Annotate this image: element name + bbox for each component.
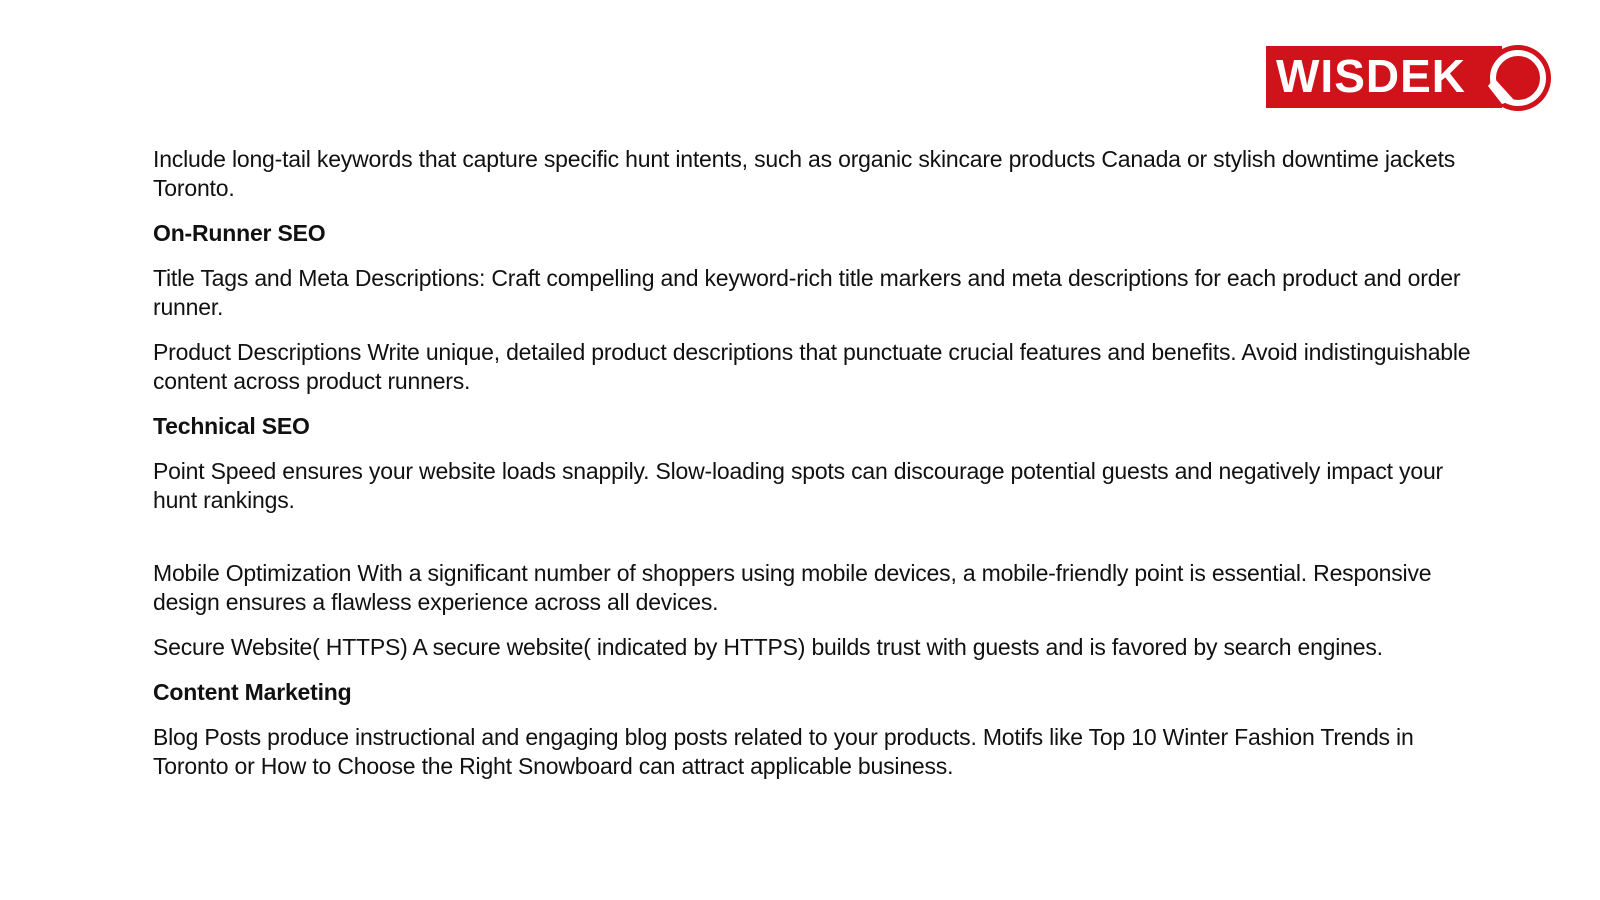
document-body bbox=[153, 145, 1493, 797]
paragraph-blog-posts: Blog Posts produce instructional and engaging blog posts related to your products. Motifs like Top 10 Winter Fashion Trends in Toronto or How to Choose the Right Snowboard can attract applicable business. bbox=[153, 724, 1414, 779]
wisdek-logo bbox=[1266, 42, 1558, 116]
paragraph-secure-website: Secure Website( HTTPS) A secure website( indicated by HTTPS) builds trust with guests and is favored by search engines. bbox=[153, 634, 1383, 660]
heading-technical-seo: Technical SEO bbox=[153, 413, 310, 439]
heading-content-marketing: Content Marketing bbox=[153, 679, 352, 705]
paragraph-point-speed: Point Speed ensures your website loads snappily. Slow-loading spots can discourage potential guests and negatively impact your hunt rankings. bbox=[153, 458, 1443, 513]
paragraph-mobile-optimization: Mobile Optimization With a significant number of shoppers using mobile devices, a mobile-friendly point is essential. Responsive design ensures a flawless experience across all devices. bbox=[153, 560, 1432, 615]
logo-text: WISDEK bbox=[1276, 50, 1466, 102]
paragraph-long-tail-keywords: Include long-tail keywords that capture specific hunt intents, such as organic skincare products Canada or stylish downtime jackets Toronto. bbox=[153, 146, 1456, 201]
paragraph-product-descriptions: Product Descriptions Write unique, detailed product descriptions that punctuate crucial features and benefits. Avoid indistinguishable content across product runners. bbox=[153, 339, 1471, 394]
paragraph-title-tags: Title Tags and Meta Descriptions: Craft compelling and keyword-rich title markers and meta descriptions for each product and order runner. bbox=[153, 265, 1461, 320]
heading-on-runner-seo: On-Runner SEO bbox=[153, 220, 326, 246]
